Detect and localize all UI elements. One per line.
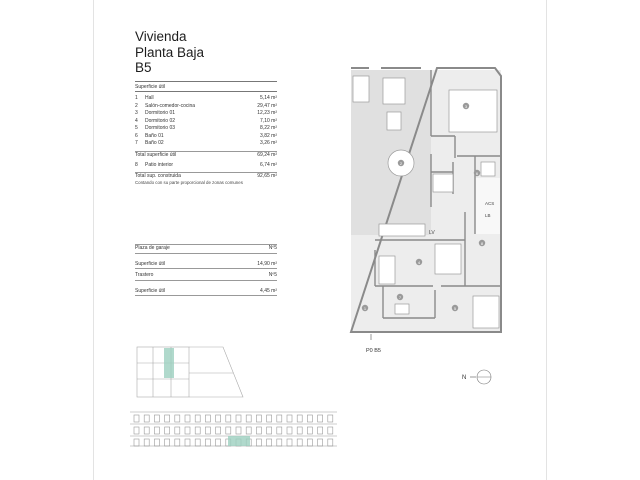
kitchen-counter — [379, 224, 425, 236]
elevation-window — [205, 427, 210, 434]
elevation-window — [277, 415, 282, 422]
room-area: 5,14 m² — [260, 95, 277, 101]
room-number: 3 — [135, 110, 138, 116]
elevation-window — [277, 439, 282, 446]
elevation-window — [256, 415, 261, 422]
lb-label: LB — [485, 213, 491, 218]
double-bed — [449, 90, 497, 132]
elevation-window — [246, 427, 251, 434]
elevation-window — [246, 415, 251, 422]
room-row — [135, 133, 277, 141]
elevation-window — [277, 427, 282, 434]
built-value: 92,65 m² — [257, 172, 277, 179]
elevation-window — [144, 415, 149, 422]
armchair — [353, 76, 369, 102]
room-number: 5 — [135, 125, 138, 131]
elevation-window — [205, 439, 210, 446]
elevation-window — [185, 439, 190, 446]
elevation-window — [287, 427, 292, 434]
room-area: 3,82 m² — [260, 132, 277, 139]
elevation-window — [297, 427, 302, 434]
room-marker-text: 1 — [363, 306, 367, 311]
elevation-window — [154, 415, 159, 422]
room-number: 1 — [135, 95, 138, 101]
elevation-window — [236, 427, 241, 434]
tv-unit — [387, 112, 401, 130]
building-elevation — [130, 408, 337, 448]
patio-area: 6,74 m² — [260, 162, 277, 168]
elevation-window — [195, 415, 200, 422]
elevation-window — [267, 439, 272, 446]
title-line-2: Planta Baja — [135, 44, 205, 60]
elevation-window — [134, 439, 139, 446]
elevation-window — [216, 415, 221, 422]
storage-label: Trastero — [135, 272, 154, 278]
elevation-window — [328, 439, 333, 446]
elevation-window — [307, 439, 312, 446]
elevation-window — [216, 427, 221, 434]
elevation-window — [165, 427, 170, 434]
garage-row — [135, 244, 277, 254]
elevation-window — [256, 439, 261, 446]
garage-label: Plaza de garaje — [135, 245, 170, 251]
single-bed-1 — [379, 256, 395, 284]
elevation-window — [307, 415, 312, 422]
room-marker-text: 5 — [453, 306, 457, 311]
room-name: Dormitorio 02 — [145, 117, 176, 124]
garage-surface-value: 14,90 m² — [257, 260, 277, 267]
elevation-window — [154, 439, 159, 446]
room-name: Dormitorio 01 — [145, 110, 176, 116]
room-row — [135, 95, 277, 103]
lv-label: LV — [429, 230, 435, 236]
room-name: Salón-comedor-cocina — [145, 102, 196, 109]
keyplan-block — [189, 347, 243, 397]
elevation-window — [185, 415, 190, 422]
elevation-window — [236, 415, 241, 422]
elevation-window — [195, 427, 200, 434]
room-row — [135, 110, 277, 118]
acs-label: ACS — [485, 201, 495, 206]
room-number: 6 — [135, 132, 138, 139]
storage-row — [135, 272, 277, 281]
patio-number: 8 — [135, 162, 138, 168]
title-line-1: Vivienda — [135, 29, 187, 44]
total-useful-row — [135, 151, 277, 160]
room-area: 8,22 m² — [260, 125, 277, 131]
room-number: 2 — [135, 102, 138, 109]
page-title — [135, 29, 204, 76]
room-marker-text: 8 — [480, 241, 484, 246]
bathroom-2-fixtures — [395, 304, 409, 314]
bathroom-1 — [433, 174, 453, 192]
room-number: 4 — [135, 117, 138, 124]
garage-surface-label: Superficie útil — [135, 260, 166, 267]
built-label: Total sup. construida — [135, 172, 181, 179]
north-label: N — [462, 375, 467, 381]
storage-surface-label: Superficie útil — [135, 287, 166, 294]
room-name: Baño 02 — [145, 140, 164, 146]
single-bed-3 — [473, 296, 499, 328]
elevation-window — [134, 415, 139, 422]
elevation-window — [256, 427, 261, 434]
room-marker-text: 3 — [464, 104, 468, 109]
sofa — [383, 78, 405, 104]
storage-number: Nº5 — [268, 272, 277, 278]
elevation-window — [318, 415, 323, 422]
elevation-window — [185, 427, 190, 434]
room-area: 29,47 m² — [257, 102, 277, 109]
key-plan — [135, 343, 245, 398]
elevation-window — [216, 439, 221, 446]
unit-label: P0 B5 — [366, 348, 381, 354]
room-marker-text: 6 — [475, 171, 479, 176]
room-area: 7,10 m² — [260, 117, 277, 124]
patio-area — [475, 178, 501, 234]
elevation-window — [175, 439, 180, 446]
elevation-window — [226, 415, 231, 422]
garage-number: Nº5 — [268, 245, 277, 251]
elevation-unit-highlight — [228, 436, 250, 446]
built-row — [135, 172, 277, 181]
room-area: 3,26 m² — [260, 140, 277, 146]
elevation-window — [287, 415, 292, 422]
north-indicator — [462, 366, 494, 388]
garage-section — [135, 244, 277, 269]
total-useful-label: Total superficie útil — [135, 151, 177, 158]
elevation-window — [144, 427, 149, 434]
floor-plan — [345, 62, 507, 342]
elevation-window — [297, 439, 302, 446]
elevation-window — [144, 439, 149, 446]
patio-row — [135, 162, 277, 170]
elevation-window — [318, 439, 323, 446]
title-line-3: B5 — [135, 60, 152, 75]
elevation-window — [165, 415, 170, 422]
elevation-window — [307, 427, 312, 434]
bed-2 — [435, 244, 461, 274]
elevation-window — [195, 439, 200, 446]
room-name: Hall — [145, 95, 154, 101]
room-name: Baño 01 — [145, 132, 164, 139]
elevation-window — [154, 427, 159, 434]
elevation-window — [226, 427, 231, 434]
patio-name: Patio interior — [145, 162, 174, 168]
garage-surface-row — [135, 261, 277, 270]
room-marker-text: 7 — [398, 295, 402, 300]
surface-table-header: Superficie útil — [135, 81, 277, 92]
elevation-window — [205, 415, 210, 422]
room-row — [135, 118, 277, 126]
room-number: 7 — [135, 140, 138, 146]
keyplan-outline — [137, 347, 189, 397]
storage-surface-value: 4,45 m² — [260, 287, 277, 294]
elevation-window — [175, 427, 180, 434]
storage-section — [135, 272, 277, 296]
storage-surface-row — [135, 288, 277, 297]
total-useful-value: 69,24 m² — [257, 151, 277, 158]
room-row — [135, 125, 277, 133]
room-name: Dormitorio 03 — [145, 125, 176, 131]
shower — [481, 162, 495, 176]
elevation-window — [287, 439, 292, 446]
elevation-window — [175, 415, 180, 422]
room-marker-text: 2 — [399, 161, 403, 166]
room-row — [135, 140, 277, 148]
room-row — [135, 103, 277, 111]
elevation-window — [134, 427, 139, 434]
elevation-window — [267, 415, 272, 422]
elevation-window — [297, 415, 302, 422]
common-areas-note: Contando con su parte proporcional de zonas comunes — [135, 180, 243, 185]
elevation-window — [328, 415, 333, 422]
room-list — [135, 95, 277, 148]
elevation-window — [318, 427, 323, 434]
elevation-window — [165, 439, 170, 446]
elevation-window — [267, 427, 272, 434]
keyplan-unit-highlight — [164, 348, 174, 378]
room-area: 12,23 m² — [257, 110, 277, 116]
elevation-window — [328, 427, 333, 434]
room-marker-text: 4 — [417, 260, 421, 265]
surface-table — [135, 81, 277, 185]
